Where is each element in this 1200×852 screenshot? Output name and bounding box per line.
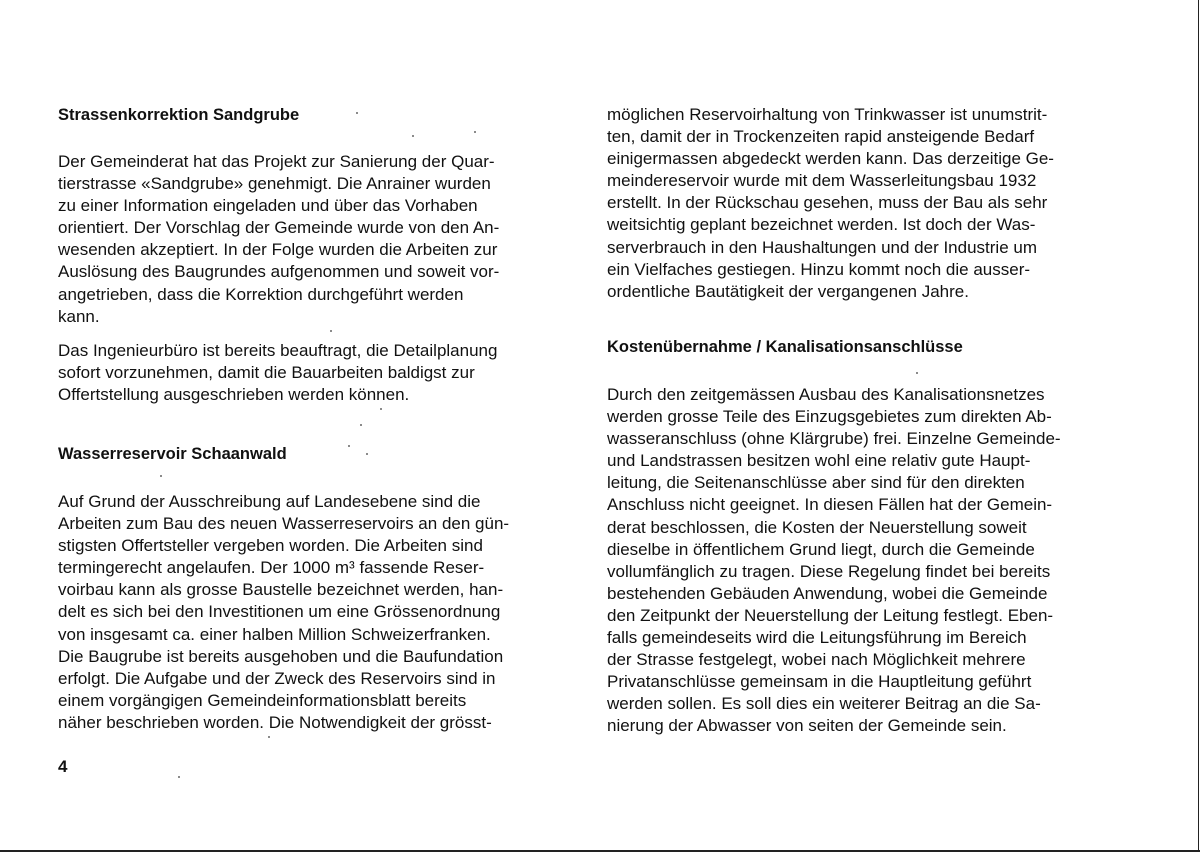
scan-speck — [474, 131, 476, 133]
paragraph-reservoir-continuation: möglichen Reservoirhaltung von Trinkwasser ist unumstrit- ten, damit der in Trockenzeiten rapid ansteigende Bedarf einigermassen abgedeckt werden kann. Das derzeitige Ge- meindereservoir wurde mit dem Wasserleitungsbau 1932 erstellt. In der Rückschau gesehen, muss der Bau als sehr weitsichtig geplant bezeichnet werden. Ist doch der Was- serverbrauch in den Haushaltungen und der Industrie um ein Vielfaches gestiegen. Hinzu kommt noch die ausser- ordentliche Bautätigkeit der vergangenen Jahre. — [607, 105, 1054, 301]
paragraph-kostenuebernahme: Durch den zeitgemässen Ausbau des Kanalisationsnetzes werden grosse Teile des Einzugsgebietes zum direkten Ab- wasseranschluss (ohne Klärgrube) frei. Einzelne Gemeinde- und Landstrassen besitzen wohl eine relativ gute Haupt- leitung, die Seitenanschlüsse aber sind für den direkten Anschluss nicht geeignet. In diesen Fällen hat der Gemein- derat beschlossen, die Kosten der Neuerstellung soweit dieselbe in öffentlichem Grund liegt, durch die Gemeinde vollumfänglich zu tragen. Diese Regelung findet bei bereits bestehenden Gebäuden Anwendung, wobei die Gemeinde den Zeitpunkt der Neuerstellung der Leitung festlegt. Eben- falls gemeindeseits wird die Leitungsführung im Bereich der Strasse festgelegt, wobei nach Möglichkeit mehrere Privatanschlüsse gemeinsam in die Hauptleitung geführt werden sollen. Es soll dies ein weiterer Beitrag an die Sa- nierung der Abwasser von seiten der Gemeinde sein. — [607, 385, 1061, 736]
page-edge-right — [1198, 0, 1199, 852]
scan-speck — [366, 453, 368, 455]
heading-kostenuebernahme: Kostenübernahme / Kanalisationsanschlüsse — [607, 338, 963, 356]
scan-speck — [178, 776, 180, 778]
paragraph-strassenkorrektion-2: Das Ingenieurbüro ist bereits beauftragt, die Detailplanung sofort vorzunehmen, damit die Bauarbeiten baldigst zur Offertstellung ausgeschrieben werden können. — [58, 341, 498, 405]
scan-speck — [160, 475, 162, 477]
scan-speck — [348, 445, 350, 447]
scan-speck — [330, 330, 332, 332]
paragraph-wasserreservoir: Auf Grund der Ausschreibung auf Landesebene sind die Arbeiten zum Bau des neuen Wasserreservoirs an den gün- stigsten Offertsteller vergeben worden. Die Arbeiten sind termingerecht angelaufen. Der 1000 m³ fassende Reser- voirbau kann als grosse Baustelle bezeichnet werden, han- delt es sich bei den Investitionen um eine Grössenordnung von insgesamt ca. einer halben Million Schweizerfranken. Die Baugrube ist bereits ausgehoben und die Baufundation erfolgt. Die Aufgabe und der Zweck des Reservoirs sind in einem vorgängigen Gemeindeinformationsblatt bereits näher beschrieben worden. Die Notwendigkeit der grösst- — [58, 492, 510, 732]
scan-speck — [268, 736, 270, 738]
scan-speck — [356, 112, 358, 114]
page-number: 4 — [58, 757, 68, 776]
scan-speck — [412, 135, 414, 137]
heading-strassenkorrektion: Strassenkorrektion Sandgrube — [58, 106, 300, 124]
scan-speck — [916, 372, 918, 374]
paragraph-strassenkorrektion-1: Der Gemeinderat hat das Projekt zur Sanierung der Quar- tierstrasse «Sandgrube» genehmigt. Die Anrainer wurden zu einer Information eingeladen und über das Vorhaben orientiert. Der Vorschlag der Gemeinde wurde von den An- wesenden akzeptiert. In der Folge wurden die Arbeiten zur Auslösung des Baugrundes aufgenommen und soweit vor- angetrieben, dass die Korrektion durchgeführt werden kann. — [58, 152, 500, 326]
scan-speck — [360, 424, 362, 426]
scan-speck — [380, 408, 382, 410]
heading-wasserreservoir: Wasserreservoir Schaanwald — [58, 445, 287, 463]
